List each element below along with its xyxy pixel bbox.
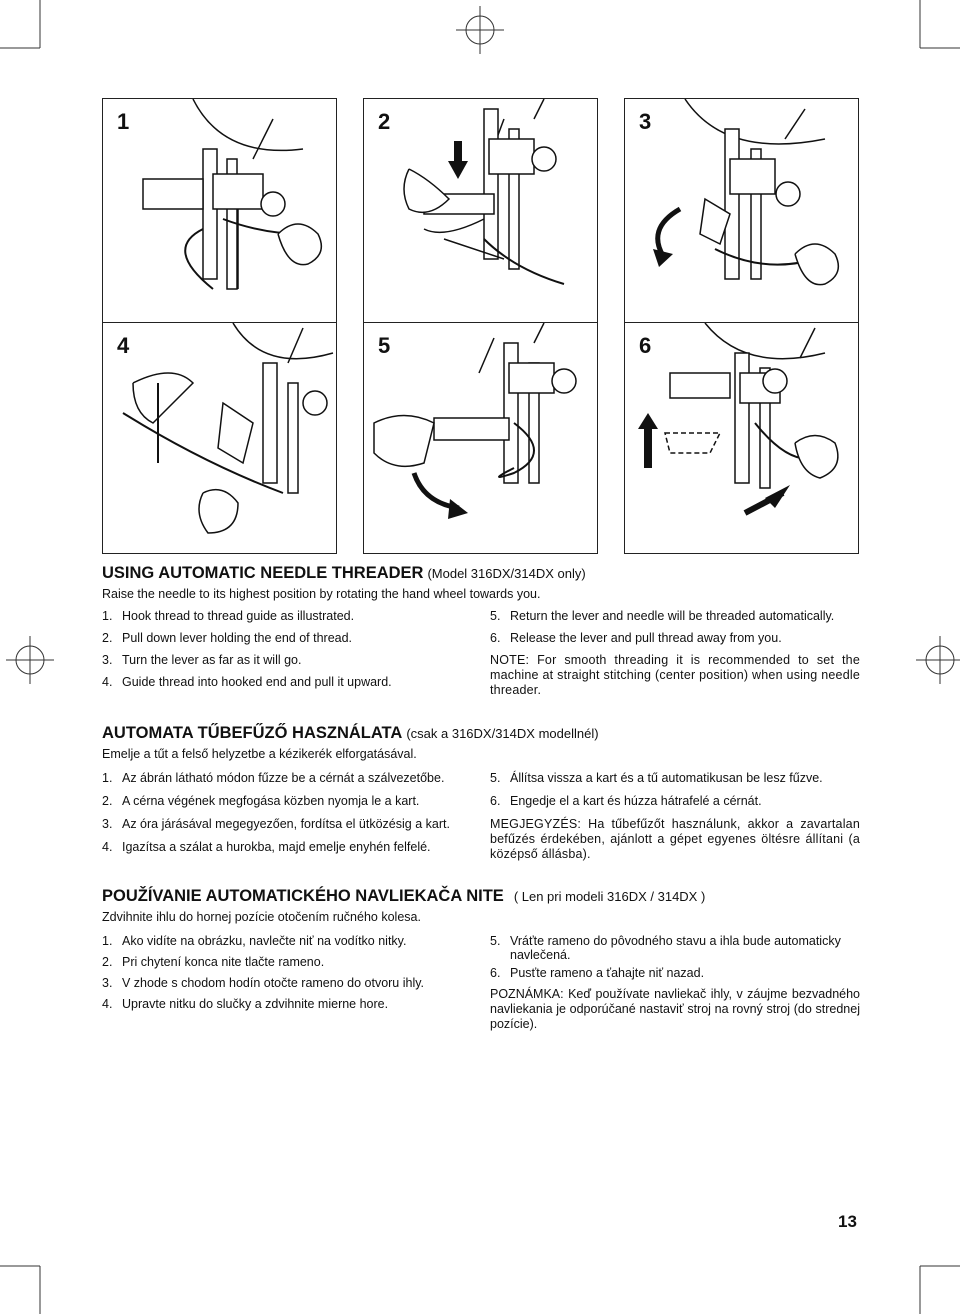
needle-threader-illustration bbox=[103, 323, 337, 554]
list-item: 2. Pri chytení konca nite tlačte rameno. bbox=[102, 955, 325, 969]
panel-number: 2 bbox=[378, 109, 391, 134]
list-item: 2. A cérna végének megfogása közben nyomja le a kart. bbox=[102, 794, 420, 808]
note-text: POZNÁMKA: Keď používate navliekač ihly, v záujme bezvadného navliekania je odporúčané nastaviť stroj na rovný stroj (do strednej pozície). bbox=[490, 987, 860, 1031]
panel-number: 6 bbox=[639, 333, 652, 358]
list-item: 4. Igazítsa a szálat a hurokba, majd emelje enyhén felfelé. bbox=[102, 840, 431, 854]
list-item: 5. Állítsa vissza a kart és a tű automatikusan be lesz fűzve. bbox=[490, 771, 823, 785]
panel-number: 5 bbox=[378, 333, 391, 358]
section-intro: Emelje a tűt a felső helyzetbe a kézikerék elforgatásával. bbox=[102, 747, 417, 761]
list-item: 4. Guide thread into hooked end and pull it upward. bbox=[102, 675, 392, 689]
needle-threader-illustration bbox=[103, 99, 337, 330]
panel-3 bbox=[624, 98, 859, 330]
needle-threader-illustration bbox=[364, 323, 598, 554]
list-item: 5. Return the lever and needle will be threaded automatically. bbox=[490, 609, 835, 623]
panel-5 bbox=[363, 322, 598, 554]
section-intro: Zdvihnite ihlu do hornej pozície otočením ručného kolesa. bbox=[102, 910, 421, 924]
panel-6 bbox=[624, 322, 859, 554]
steps-right bbox=[490, 609, 860, 698]
note-text: MEGJEGYZÉS: Ha tűbefűzőt használunk, akkor a zavartalan befűzés érdekében, ajánlott a gépet egyenes öltésre állítani (a középső állásba). bbox=[490, 817, 860, 861]
section-subtitle: (csak a 316DX/314DX modellnél) bbox=[406, 726, 599, 741]
list-item: 6. Release the lever and pull thread away from you. bbox=[490, 631, 782, 645]
section-title: POUŽÍVANIE AUTOMATICKÉHO NAVLIEKAČA NITE bbox=[102, 887, 504, 905]
page-number: 13 bbox=[838, 1212, 857, 1231]
panel-number: 4 bbox=[117, 333, 130, 358]
list-item: 3. Az óra járásával megegyezően, fordítsa el ütközésig a kart. bbox=[102, 817, 450, 831]
list-item: 3. Turn the lever as far as it will go. bbox=[102, 653, 302, 667]
list-item: 1. Hook thread to thread guide as illustrated. bbox=[102, 609, 355, 623]
panel-number: 3 bbox=[639, 109, 652, 134]
steps-left bbox=[102, 771, 482, 862]
steps-right bbox=[490, 771, 860, 862]
section-slovak bbox=[102, 887, 862, 1031]
steps-left bbox=[102, 609, 482, 697]
section-title: AUTOMATA TŰBEFŰZŐ HASZNÁLATA bbox=[102, 724, 403, 742]
list-item: 3. V zhode s chodom hodín otočte rameno do otvoru ihly. bbox=[102, 976, 425, 990]
list-item: 1. Ako vidíte na obrázku, navlečte niť na vodítko nitky. bbox=[102, 934, 407, 948]
list-item: 1. Az ábrán látható módon fűzze be a cérnát a szálvezetőbe. bbox=[102, 771, 445, 785]
steps-left bbox=[102, 934, 482, 1019]
section-subtitle: (Model 316DX/314DX only) bbox=[427, 566, 586, 581]
panel-2 bbox=[363, 98, 598, 330]
steps-right bbox=[490, 934, 860, 1032]
panel-number: 1 bbox=[117, 109, 130, 134]
list-item: 5. Vráťte rameno do pôvodného stavu a ihla bude automaticky navlečená. bbox=[490, 934, 841, 962]
section-english bbox=[102, 564, 862, 697]
needle-threader-illustration bbox=[364, 99, 598, 330]
panel-4 bbox=[102, 322, 337, 554]
list-item: 2. Pull down lever holding the end of thread. bbox=[102, 631, 353, 645]
panel-1 bbox=[102, 98, 337, 330]
section-hungarian bbox=[102, 724, 862, 861]
needle-threader-illustration bbox=[625, 99, 859, 330]
list-item: 6. Pusťte rameno a ťahajte niť nazad. bbox=[490, 966, 705, 980]
note-text: NOTE: For smooth threading it is recommended to set the machine at straight stitching (center position) when using needle threader. bbox=[490, 653, 860, 697]
section-subtitle: ( Len pri modeli 316DX / 314DX ) bbox=[513, 889, 706, 904]
section-title: USING AUTOMATIC NEEDLE THREADER bbox=[102, 564, 424, 582]
section-intro: Raise the needle to its highest position by rotating the hand wheel towards you. bbox=[102, 587, 541, 601]
needle-threader-illustration bbox=[625, 323, 859, 554]
list-item: 6. Engedje el a kart és húzza hátrafelé a cérnát. bbox=[490, 794, 762, 808]
list-item: 4. Upravte nitku do slučky a zdvihnite mierne hore. bbox=[102, 997, 389, 1011]
